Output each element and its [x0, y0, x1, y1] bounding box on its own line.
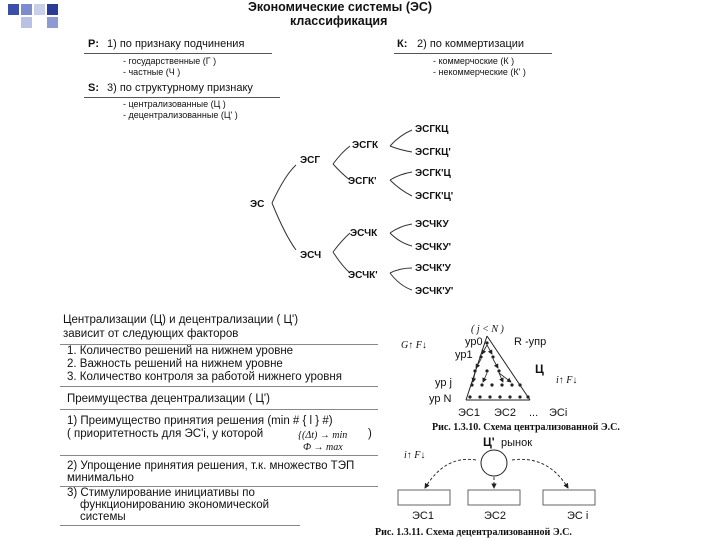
- system-label: ЭС i: [567, 510, 589, 522]
- level-label: ур1: [455, 349, 473, 361]
- market-label: рынок: [501, 437, 533, 449]
- factor-item: 2. Важность решений на нижнем уровне: [67, 358, 283, 370]
- class-p-item: - частные (Ч ): [123, 67, 181, 77]
- tree-node-l2: ЭСГК': [348, 176, 377, 187]
- class-k-item: - некоммерческие (К' ): [433, 67, 526, 77]
- advantage-3: 3) Стимулирование инициативы по: [67, 487, 255, 499]
- class-p-title: 1) по признаку подчинения: [107, 38, 245, 50]
- decentralized-formula: i↑ F↓: [404, 450, 426, 461]
- system-label: ЭС1: [412, 510, 434, 522]
- class-s-key: S:: [88, 82, 99, 94]
- formula-line: {(Δt) → min: [298, 430, 348, 441]
- level-label: ур j: [435, 377, 452, 389]
- advantage-2: 2) Упрощение принятия решения, т.к. множество ТЭП: [67, 460, 355, 472]
- decentralized-caption: Рис. 1.3.11. Схема децентрализованной Э.С.: [375, 527, 572, 538]
- level-label: ур0: [465, 336, 483, 348]
- left-formula: G↑ F↓: [401, 340, 427, 351]
- class-k-item: - коммерчоские (К ): [433, 56, 515, 66]
- class-k-key: К:: [397, 38, 408, 50]
- exchange-arrow: [425, 459, 476, 488]
- factors-heading: Централизации (Ц) и децентрализации ( Ц'): [63, 314, 299, 326]
- class-p-item: - государственные (Г ): [123, 56, 217, 66]
- system-label: ЭСi: [549, 407, 568, 419]
- system-label: ЭС1: [458, 407, 480, 419]
- class-s-title: 3) по структурному признаку: [107, 82, 253, 94]
- tree-node-l3: ЭСЧК'У: [415, 263, 451, 274]
- level-label: ур N: [429, 393, 452, 405]
- advantage-3-detail: системы: [80, 511, 126, 523]
- tree-node-l3: ЭСЧКУ: [415, 219, 449, 230]
- class-k-title: 2) по коммертизации: [417, 38, 525, 50]
- tree-node-l2: ЭСЧК: [350, 228, 378, 239]
- system-box: [468, 490, 520, 505]
- class-s-item: - централизованные (Ц ): [123, 99, 226, 109]
- system-box: [398, 490, 450, 505]
- tree-node-l2: ЭСГК: [352, 140, 379, 151]
- decentralized-symbol: Ц': [483, 435, 495, 449]
- tree-node-l3: ЭСЧКУ': [415, 242, 452, 253]
- tree-node-l1: ЭСГ: [300, 155, 321, 166]
- tree-node-l1: ЭСЧ: [300, 250, 322, 261]
- market-label: R -упр: [514, 336, 547, 348]
- tree-node-l2: ЭСЧК': [348, 270, 378, 281]
- top-formula: ( j < N ): [471, 324, 504, 335]
- centralized-caption: Рис. 1.3.10. Схема централизованной Э.С.: [432, 422, 620, 433]
- page-title: Экономические системы (ЭС): [248, 0, 433, 14]
- factor-item: 3. Количество контроля за работой нижнего уровня: [67, 371, 342, 383]
- right-formula: i↑ F↓: [556, 375, 578, 386]
- system-label: ...: [529, 407, 539, 419]
- factor-item: 1. Количество решений на нижнем уровне: [67, 345, 294, 357]
- page-subtitle: классификация: [290, 14, 388, 28]
- tree-node-l3: ЭСГКЦ': [415, 147, 451, 158]
- advantages-title: Преимущества децентрализации ( Ц'): [67, 393, 270, 405]
- exchange-arrow: [512, 459, 568, 488]
- centralized-symbol: Ц: [535, 362, 544, 376]
- advantage-1-detail: ( приоритетность для ЭС'i, у которой: [67, 428, 264, 440]
- formula-line: Ф → max: [303, 442, 343, 453]
- tree-node-l3: ЭСЧК'У': [415, 286, 454, 297]
- tree-node-l3: ЭСГК'Ц': [415, 191, 454, 202]
- advantage-3-detail: функционированию экономической: [80, 499, 270, 511]
- tree-node-l3: ЭСГК'Ц: [415, 168, 451, 179]
- system-label: ЭС2: [494, 407, 516, 419]
- system-box: [543, 490, 595, 505]
- tree-node-root: ЭС: [250, 199, 265, 210]
- class-p-key: P:: [88, 38, 99, 50]
- class-s-item: - децентрализованные (Ц' ): [123, 110, 238, 120]
- advantage-2-detail: минимально: [67, 472, 134, 484]
- system-label: ЭС2: [484, 510, 506, 522]
- advantage-1: 1) Преимущество принятия решения (min # { l } #): [67, 415, 333, 427]
- formula-bracket: ): [368, 428, 372, 440]
- tree-node-l3: ЭСГКЦ: [415, 124, 449, 135]
- factors-heading-2: зависит от следующих факторов: [63, 328, 239, 340]
- market-node: [481, 450, 507, 476]
